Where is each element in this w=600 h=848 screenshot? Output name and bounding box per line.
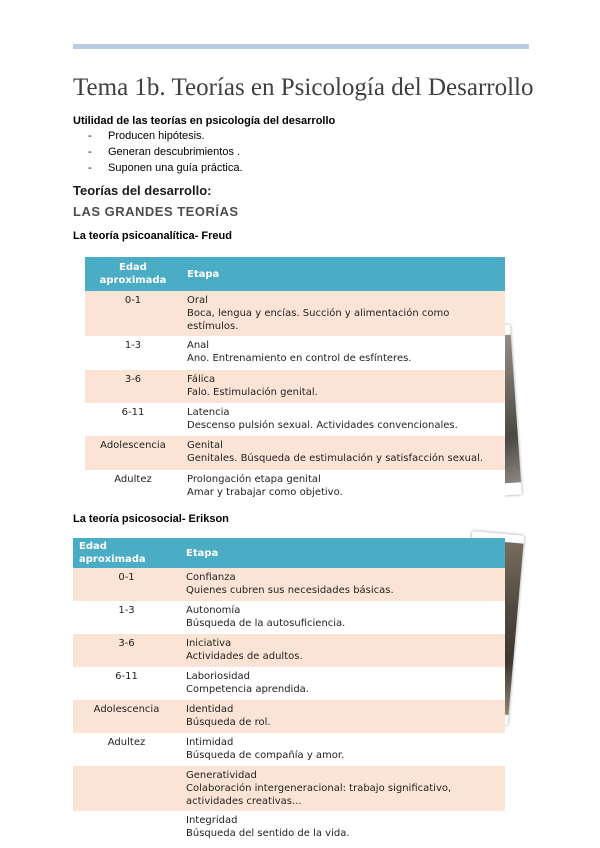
table-row: Adolescencia Identidad Búsqueda de rol. (73, 700, 505, 733)
col-stage-header: Etapa (181, 257, 505, 291)
table-row: 0-1 Oral Boca, lengua y encías. Succión y alimentación como estímulos. (85, 291, 505, 336)
table-row: 0-1 Confianza Quienes cubren sus necesidades básicas. (73, 568, 505, 601)
erikson-table (73, 538, 505, 844)
table-row: 1-3 Autonomía Búsqueda de la autosuficiencia. (73, 601, 505, 634)
page-title: Tema 1b. Teorías en Psicología del Desarrollo (73, 74, 534, 101)
utilidad-heading: Utilidad de las teorías en psicología del desarrollo (73, 115, 336, 127)
erikson-heading: La teoría psicosocial- Erikson (73, 513, 229, 525)
list-item: - Suponen una guía práctica. (88, 162, 243, 174)
table-row: Integridad Búsqueda del sentido de la vida. (73, 811, 505, 844)
list-item: - Producen hipótesis. (88, 130, 205, 142)
table-row: Adultez Prolongación etapa genital Amar y trabajar como objetivo. (85, 470, 505, 504)
freud-heading: La teoría psicoanalítica- Freud (73, 230, 232, 242)
header-rule (73, 44, 529, 49)
col-age-header: Edad aproximada (85, 257, 181, 291)
col-age-header: Edad aproximada (73, 538, 180, 568)
table-row: Generatividad Colaboración intergeneracional: trabajo significativo, actividades creativas... (73, 766, 505, 811)
table-row: Adultez Intimidad Búsqueda de compañía y amor. (73, 733, 505, 766)
table-row: 6-11 Latencia Descenso pulsión sexual. Actividades convencionales. (85, 403, 505, 436)
grandes-teorias-heading: LAS GRANDES TEORÍAS (73, 204, 239, 219)
freud-table (85, 257, 505, 504)
col-stage-header: Etapa (180, 538, 505, 568)
table-row: Adolescencia Genital Genitales. Búsqueda de estimulación y satisfacción sexual. (85, 436, 505, 470)
table-row: 3-6 Fálica Falo. Estimulación genital. (85, 370, 505, 403)
table-row: 1-3 Anal Ano. Entrenamiento en control de esfínteres. (85, 336, 505, 370)
table-row: 3-6 Iniciativa Actividades de adultos. (73, 634, 505, 667)
list-item: - Generan descubrimientos . (88, 146, 241, 158)
teorias-heading: Teorías del desarrollo: (73, 183, 212, 198)
table-row: 6-11 Laboriosidad Competencia aprendida. (73, 667, 505, 700)
utilidad-list (88, 128, 243, 176)
